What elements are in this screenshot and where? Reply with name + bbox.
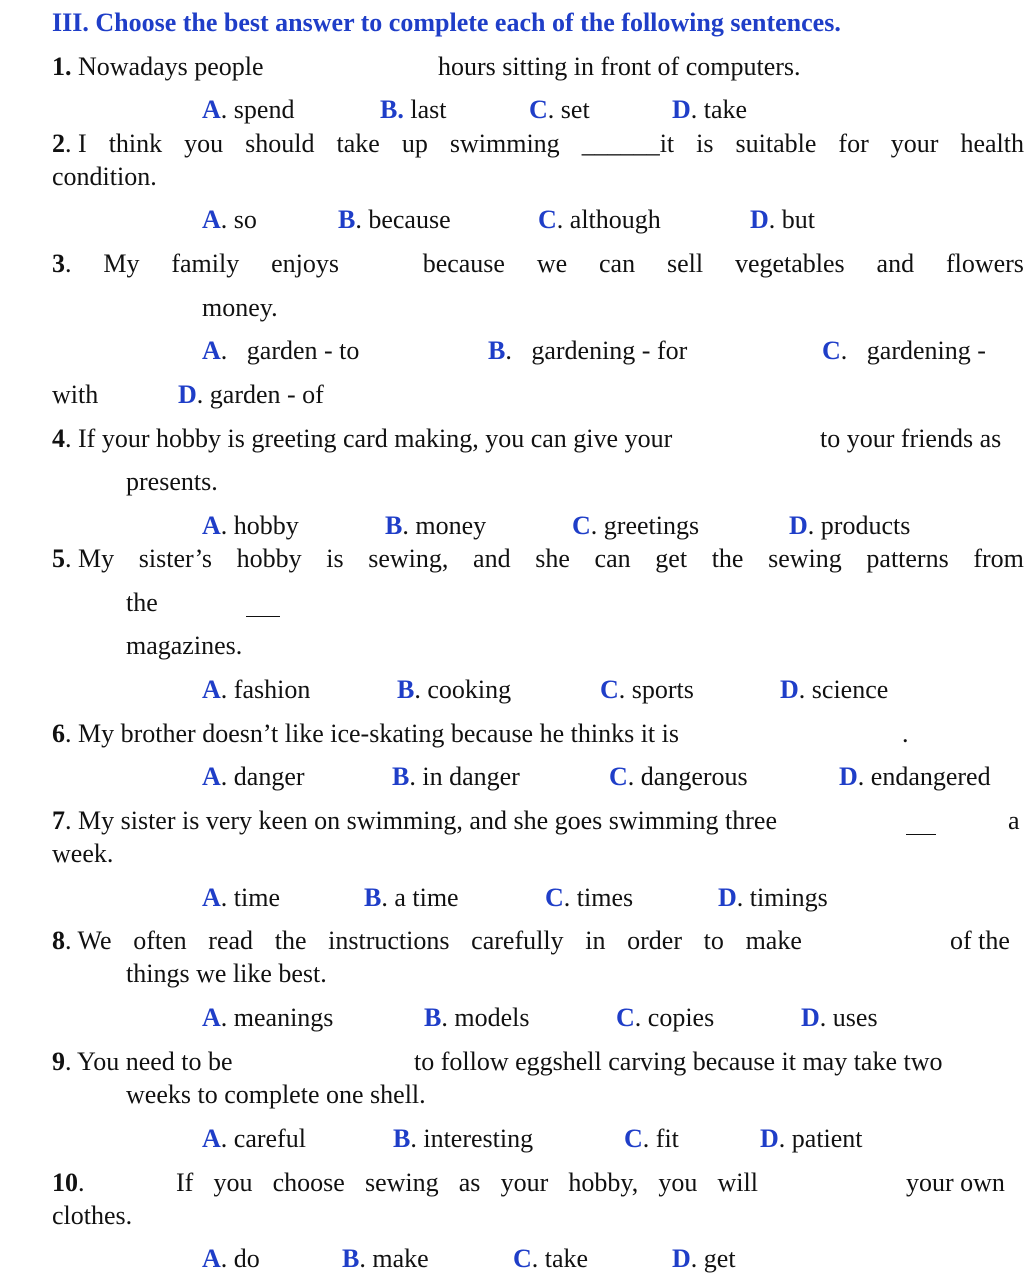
question-3-cont: money. — [202, 293, 278, 322]
q2-option-b[interactable]: B. because — [338, 205, 451, 234]
q9-option-d[interactable]: D. patient — [760, 1124, 863, 1153]
question-number: 9 — [52, 1047, 65, 1076]
q5-option-c[interactable]: C. sports — [600, 675, 694, 704]
question-number: 1. — [52, 52, 72, 81]
q6-option-d[interactable]: D. endangered — [839, 762, 991, 791]
q9-option-a[interactable]: A. careful — [202, 1124, 306, 1153]
q7-option-c[interactable]: C. times — [545, 883, 634, 912]
question-5-cont: the — [126, 588, 158, 617]
question-number: 4 — [52, 424, 65, 453]
q2-option-d[interactable]: D. but — [750, 205, 816, 234]
q7-option-d[interactable]: D. timings — [718, 883, 828, 912]
q5-option-b[interactable]: B. cooking — [397, 675, 512, 704]
question-7-stem-end: a — [1008, 806, 1020, 835]
question-10-number: 10. — [52, 1168, 85, 1197]
answer-blank[interactable] — [246, 594, 280, 617]
question-4-cont: presents. — [126, 467, 218, 496]
q6-option-a[interactable]: A. danger — [202, 762, 305, 791]
q5-option-d[interactable]: D. science — [780, 675, 889, 704]
q3-option-c-cont: with — [52, 380, 99, 409]
q10-option-d[interactable]: D. get — [672, 1244, 736, 1273]
question-7-stem: 7. My sister is very keen on swimming, and she goes swimming three — [52, 806, 778, 835]
q1-option-d[interactable]: D. take — [672, 95, 748, 124]
question-8-stem-end: of the — [950, 926, 1010, 955]
question-6-stem: 6. My brother doesn’t like ice-skating because he thinks it is — [52, 719, 679, 748]
question-5-cont-2: magazines. — [126, 631, 243, 660]
q9-option-b[interactable]: B. interesting — [393, 1124, 534, 1153]
q3-option-b[interactable]: B. gardening - for — [488, 336, 688, 365]
question-1-stem-end: hours sitting in front of computers. — [438, 52, 801, 81]
q6-option-c[interactable]: C. dangerous — [609, 762, 748, 791]
q10-option-c[interactable]: C. take — [513, 1244, 589, 1273]
question-9-stem: 9. You need to be — [52, 1047, 233, 1076]
q4-option-a[interactable]: A. hobby — [202, 511, 299, 540]
q1-option-a[interactable]: A. spend — [202, 95, 295, 124]
question-4-stem: 4. If your hobby is greeting card making, you can give your — [52, 424, 673, 453]
question-9-cont: weeks to complete one shell. — [126, 1080, 426, 1109]
question-5-stem: 5. My sister’s hobby is sewing, and she can get the sewing patterns from — [52, 544, 1024, 573]
section-title: III. Choose the best answer to complete each of the following sentences. — [52, 8, 841, 37]
q1-option-b[interactable]: B. last — [380, 95, 447, 124]
q10-option-a[interactable]: A. do — [202, 1244, 260, 1273]
q3-option-d[interactable]: D. garden - of — [178, 380, 324, 409]
q7-option-a[interactable]: A. time — [202, 883, 280, 912]
question-3-stem: 3. My family enjoys because we can sell vegetables and flowers — [52, 249, 1024, 278]
question-1-stem — [52, 52, 264, 82]
q8-option-d[interactable]: D. uses — [801, 1003, 878, 1032]
question-10-cont: clothes. — [52, 1201, 133, 1230]
q4-option-b[interactable]: B. money — [385, 511, 487, 540]
question-10-stem: If you choose sewing as your hobby, you will — [176, 1168, 758, 1197]
q2-option-c[interactable]: C. although — [538, 205, 661, 234]
q7-option-b[interactable]: B. a time — [364, 883, 459, 912]
question-number: 7 — [52, 806, 65, 835]
q2-option-a[interactable]: A. so — [202, 205, 257, 234]
question-8-cont: things we like best. — [126, 959, 327, 988]
answer-blank[interactable] — [906, 812, 936, 835]
q8-option-b[interactable]: B. models — [424, 1003, 530, 1032]
q5-option-a[interactable]: A. fashion — [202, 675, 311, 704]
question-4-stem-end: to your friends as — [820, 424, 1002, 453]
q3-option-a[interactable]: A. garden - to — [202, 336, 360, 365]
q4-option-d[interactable]: D. products — [789, 511, 911, 540]
question-2-stem: 2. I think you should take up swimming ______it is suitable for your health — [52, 129, 1024, 158]
q10-option-b[interactable]: B. make — [342, 1244, 429, 1273]
question-number: 2 — [52, 129, 65, 158]
q6-option-b[interactable]: B. in danger — [392, 762, 520, 791]
question-8-stem: 8. We often read the instructions carefully in order to make — [52, 926, 802, 955]
q9-option-c[interactable]: C. fit — [624, 1124, 679, 1153]
q8-option-a[interactable]: A. meanings — [202, 1003, 334, 1032]
question-9-stem-end: to follow eggshell carving because it may take two — [414, 1047, 943, 1076]
question-2-cont: condition. — [52, 162, 157, 191]
question-7-cont: week. — [52, 839, 114, 868]
question-10-stem-end: your own — [906, 1168, 1005, 1197]
question-number: 8 — [52, 926, 65, 955]
question-6-stem-end: . — [902, 719, 909, 748]
question-number: 3 — [52, 249, 65, 278]
question-number: 6 — [52, 719, 65, 748]
q4-option-c[interactable]: C. greetings — [572, 511, 700, 540]
q3-option-c[interactable]: C. gardening - — [822, 336, 986, 365]
question-number: 5 — [52, 544, 65, 573]
q1-option-c[interactable]: C. set — [529, 95, 590, 124]
q8-option-c[interactable]: C. copies — [616, 1003, 715, 1032]
stem-text: Nowadays people — [78, 52, 264, 81]
question-number: 10 — [52, 1168, 78, 1197]
